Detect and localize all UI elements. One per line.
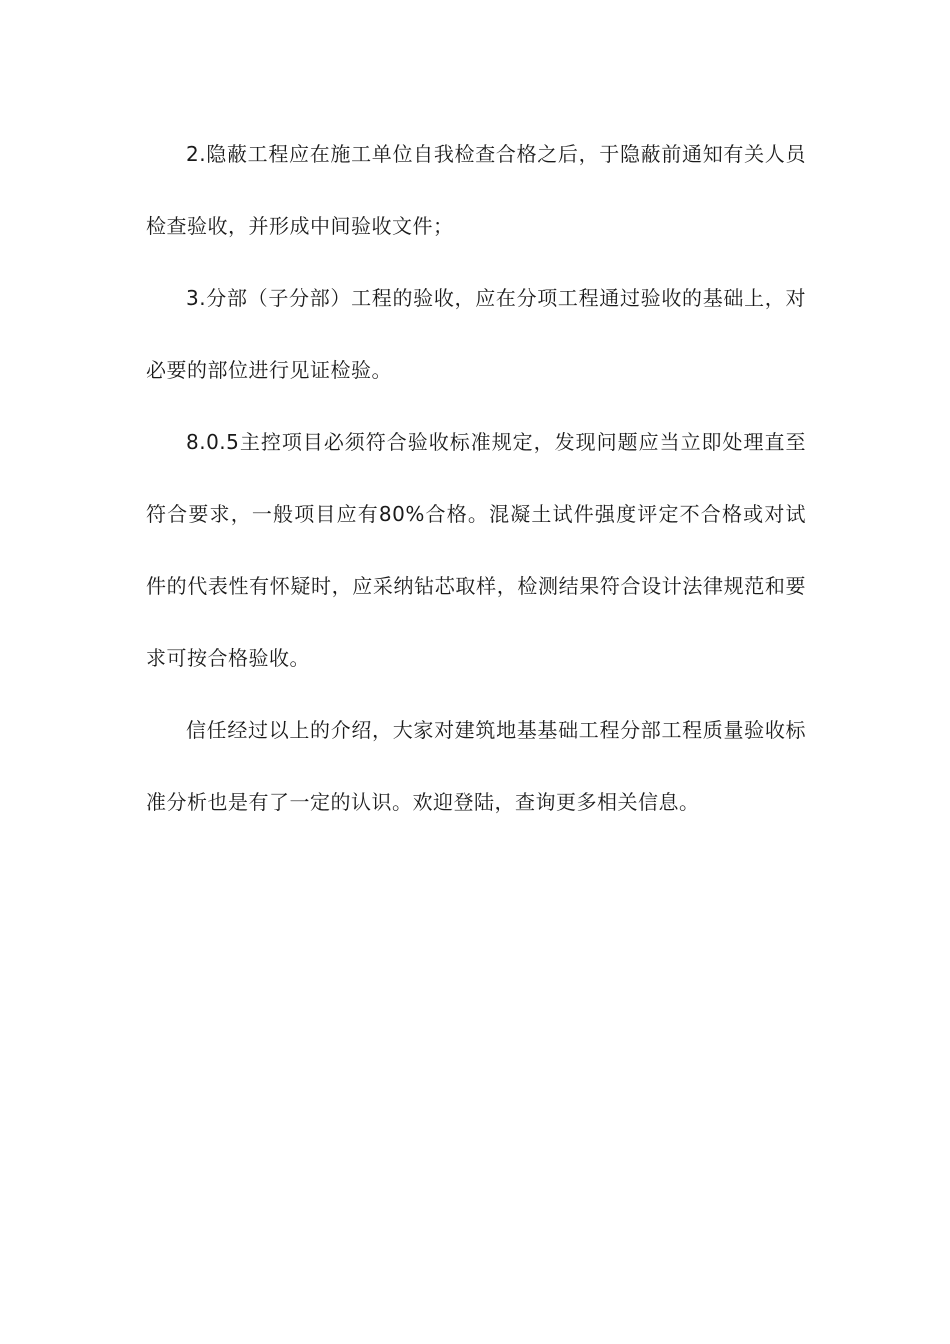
document-body (146, 118, 806, 838)
paragraph-main-control-items: 8.0.5主控项目必须符合验收标准规定，发现问题应当立即处理直至符合要求，一般项目应有80%合格。混凝土试件强度评定不合格或对试件的代表性有怀疑时，应采纳钻芯取样，检测结果符合设计法律规范和要求可按合格验收。 (146, 430, 806, 670)
paragraph-subdivision-acceptance: 3.分部（子分部）工程的验收，应在分项工程通过验收的基础上，对必要的部位进行见证检验。 (146, 286, 806, 382)
paragraph-closing: 信任经过以上的介绍，大家对建筑地基基础工程分部工程质量验收标准分析也是有了一定的认识。欢迎登陆，查询更多相关信息。 (146, 718, 806, 814)
paragraph-hidden-works: 2.隐蔽工程应在施工单位自我检查合格之后，于隐蔽前通知有关人员检查验收，并形成中间验收文件； (146, 142, 806, 238)
